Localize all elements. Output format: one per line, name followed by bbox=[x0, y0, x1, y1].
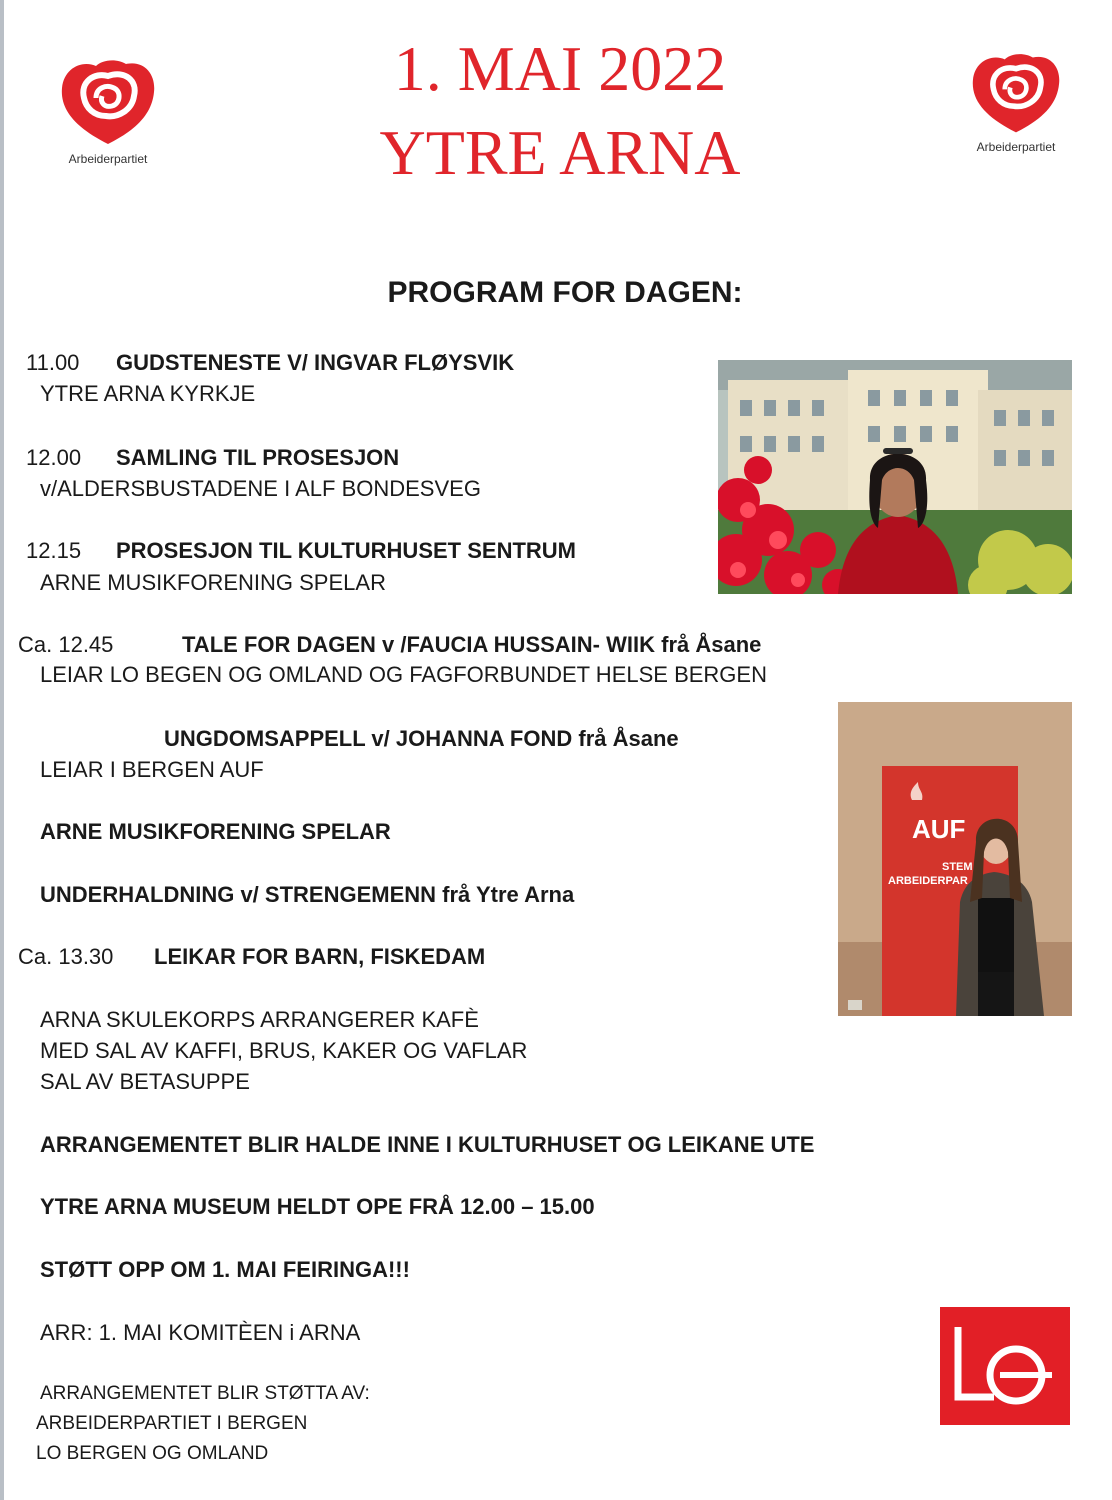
cafe-line-3: SAL AV BETASUPPE bbox=[40, 1069, 250, 1094]
note-support: STØTT OPP OM 1. MAI FEIRINGA!!! bbox=[40, 1257, 410, 1282]
item-4-title: TALE FOR DAGEN v /FAUCIA HUSSAIN- WIIK frå Åsane bbox=[182, 632, 762, 657]
item-1-time: 11.00 bbox=[26, 350, 80, 375]
left-edge-border bbox=[0, 0, 4, 1500]
item-4-sub: LEIAR LO BEGEN OG OMLAND OG FAGFORBUNDET HELSE BERGEN bbox=[40, 662, 767, 687]
note-museum: YTRE ARNA MUSEUM HELDT OPE FRÅ 12.00 – 15.00 bbox=[40, 1194, 595, 1219]
logo-left-label: Arbeiderpartiet bbox=[68, 152, 148, 166]
cafe-line-2: MED SAL AV KAFFI, BRUS, KAKER OG VAFLAR bbox=[40, 1038, 528, 1063]
cafe-line-1: ARNA SKULEKORPS ARRANGERER KAFÈ bbox=[40, 1007, 479, 1032]
sponsor-2: LO BERGEN OG OMLAND bbox=[36, 1443, 269, 1464]
event-title-place: YTRE ARNA bbox=[379, 117, 741, 188]
auf-photo bbox=[838, 702, 1072, 1016]
auf-banner-line1: STEM bbox=[942, 861, 973, 873]
item-6-title: ARNE MUSIKFORENING SPELAR bbox=[40, 819, 391, 844]
lo-icon bbox=[940, 1307, 1070, 1425]
item-3-time: 12.15 bbox=[26, 538, 82, 563]
item-2-title: SAMLING TIL PROSESJON bbox=[116, 445, 400, 470]
item-8-title: LEIKAR FOR BARN, FISKEDAM bbox=[154, 944, 486, 969]
event-title-date: 1. MAI 2022 bbox=[393, 33, 727, 104]
auf-banner-brand: AUF bbox=[912, 814, 966, 844]
item-1-title: GUDSTENESTE V/ INGVAR FLØYSVIK bbox=[116, 350, 515, 375]
item-3-sub: ARNE MUSIKFORENING SPELAR bbox=[40, 570, 386, 595]
speaker-photo bbox=[718, 360, 1072, 594]
organizer: ARR: 1. MAI KOMITÈEN i ARNA bbox=[40, 1320, 361, 1345]
item-3-title: PROSESJON TIL KULTURHUSET SENTRUM bbox=[116, 538, 576, 563]
note-location: ARRANGEMENTET BLIR HALDE INNE I KULTURHUSET OG LEIKANE UTE bbox=[40, 1132, 815, 1157]
item-7-title: UNDERHALDNING v/ STRENGEMENN frå Ytre Arna bbox=[40, 882, 575, 907]
item-2-sub: v/ALDERSBUSTADENE I ALF BONDESVEG bbox=[40, 476, 481, 501]
auf-banner-line2: ARBEIDERPAR bbox=[888, 875, 968, 887]
item-1-sub: YTRE ARNA KYRKJE bbox=[40, 381, 256, 406]
program-heading: PROGRAM FOR DAGEN: bbox=[387, 276, 743, 309]
lo-logo bbox=[940, 1307, 1070, 1425]
rose-icon bbox=[56, 56, 160, 150]
item-5-sub: LEIAR I BERGEN AUF bbox=[40, 757, 264, 782]
item-5-title: UNGDOMSAPPELL v/ JOHANNA FOND frå Åsane bbox=[164, 726, 679, 751]
sponsor-1: ARBEIDERPARTIET I BERGEN bbox=[36, 1413, 308, 1434]
item-2-time: 12.00 bbox=[26, 445, 82, 470]
arbeiderpartiet-logo-left bbox=[38, 56, 178, 166]
sponsors-heading: ARRANGEMENTET BLIR STØTTA AV: bbox=[40, 1383, 370, 1404]
item-8-time: Ca. 13.30 bbox=[18, 944, 114, 969]
logo-right-label: Arbeiderpartiet bbox=[976, 140, 1056, 154]
rose-icon bbox=[964, 50, 1068, 138]
item-4-time: Ca. 12.45 bbox=[18, 632, 114, 657]
arbeiderpartiet-logo-right bbox=[946, 50, 1086, 154]
